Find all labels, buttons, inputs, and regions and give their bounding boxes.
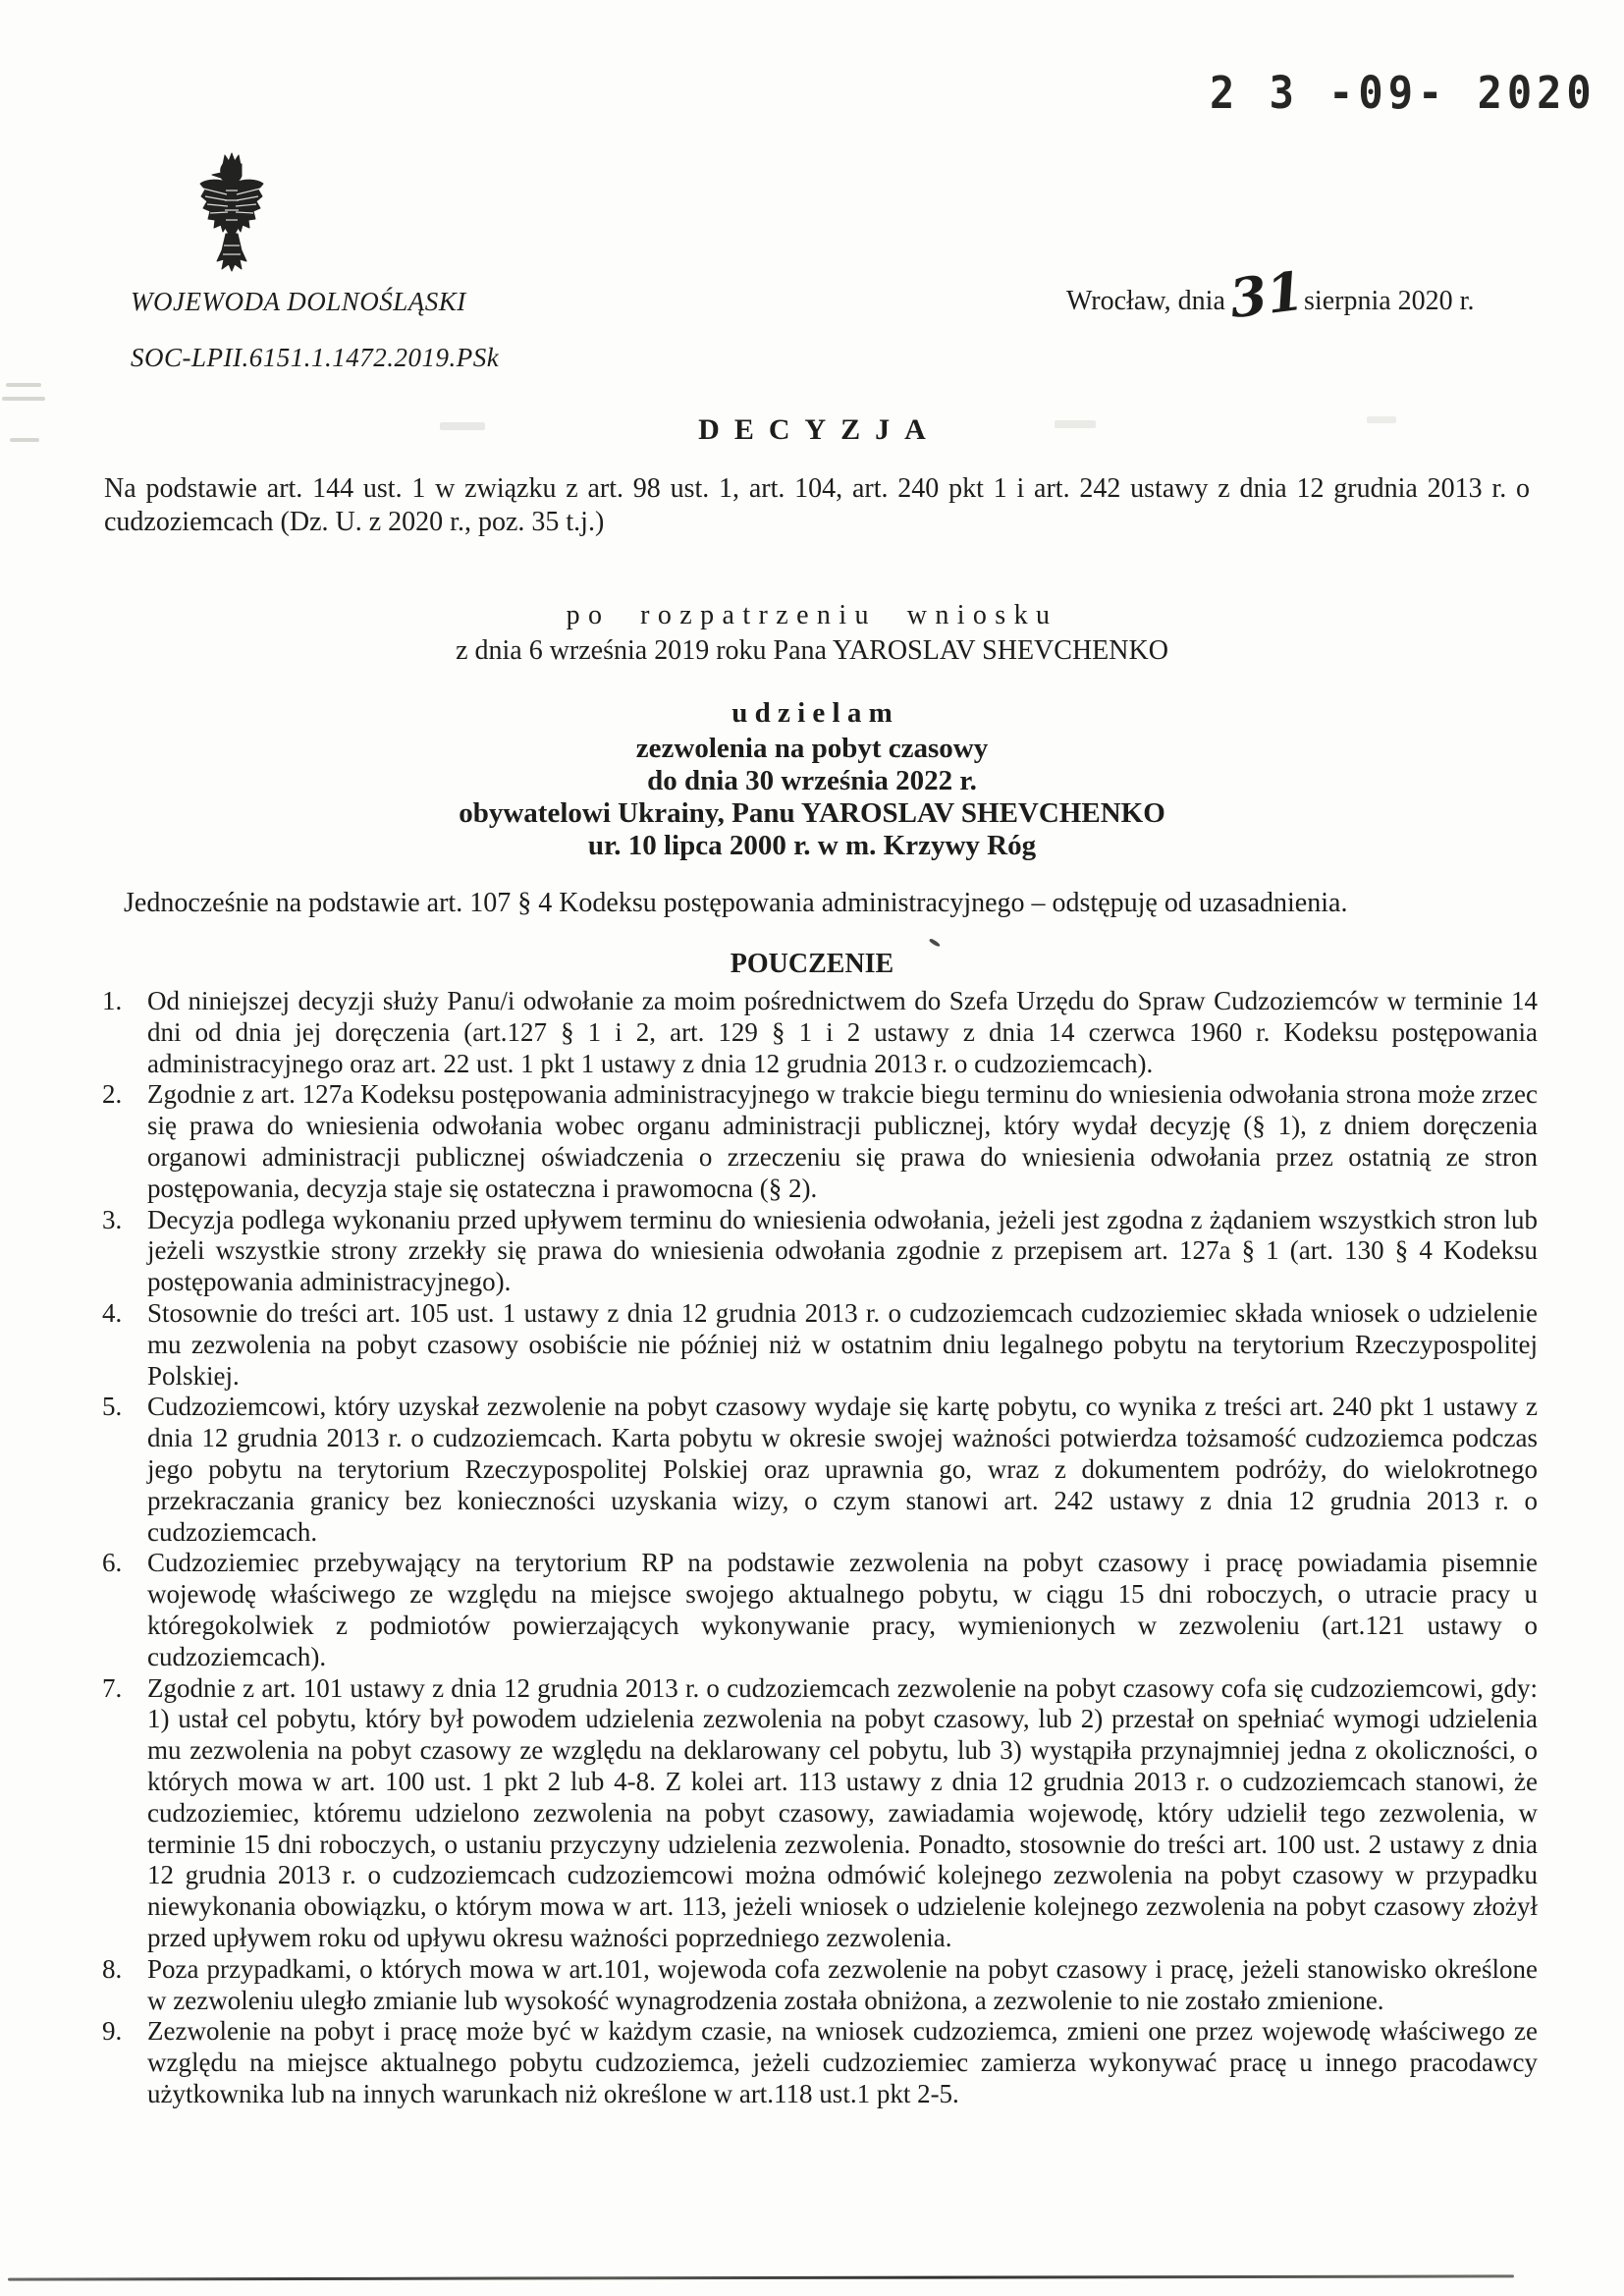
instruction-text: Zezwolenie na pobyt i pracę może być w każdym czasie, na wniosek cudzoziemca, zmieni one przez wojewodę właściwego ze względu na miejsce aktualnego pobytu cudzoziemca, jeżeli cudzoziemiec zamierza wykonywać pracę u innego pracodawcy użytkownika lub na innych warunkach niż określone w art.118 ust.1 pkt 2-5. xyxy=(147,2016,1538,2108)
instruction-item xyxy=(102,1548,1538,1672)
instruction-text: Cudzoziemcowi, który uzyskał zezwolenie na pobyt czasowy wydaje się kartę pobytu, co wynika z treści art. 240 pkt 1 ustawy z dnia 12 grudnia 2013 r. o cudzoziemcach. Karta pobytu w okresie swojej ważności potwierdza tożsamość cudzoziemca podczas jego pobytu na terytorium Rzeczypospolitej Polskiej oraz uprawnia go, wraz z dokumentem podróży, do wielokrotnego przekraczania granicy bez konieczności uzyskania wizy, o czym stanowi art. 242 ustawy z dnia 12 grudnia 2013 r. o cudzoziemcach. xyxy=(147,1392,1538,1547)
instruction-item xyxy=(102,1673,1538,1954)
instruction-text: Cudzoziemiec przebywający na terytorium RP na podstawie zezwolenia na pobyt czasowy i pracę powiadamia pisemnie wojewodę właściwego ze względu na miejsce swojego aktualnego pobytu, w ciągu 15 dni roboczych, o utracie pracy u któregokolwiek z podmiotów powierzających wykonywanie pracy, wymienionych w zezwoleniu (art.121 ustawy o cudzoziemcach). xyxy=(147,1548,1538,1671)
instruction-item xyxy=(102,1079,1538,1204)
instruction-item xyxy=(102,1954,1538,2017)
scan-artifact xyxy=(2,397,45,401)
instruction-number: 6. xyxy=(102,1548,123,1578)
instruction-item xyxy=(102,986,1538,1079)
instruction-text: Zgodnie z art. 127a Kodeksu postępowania administracyjnego w trakcie biegu terminu do wniesienia odwołania strona może zrzec się prawa do wniesienia odwołania wobec organu administracji publicznej, który wydał decyzję (§ 1), z dniem doręczenia organowi administracji publicznej oświadczenia o zrzeczeniu się prawa do wniesienia odwołania przez ostatnią ze stron postępowania, decyzja staje się ostateczna i prawomocna (§ 2). xyxy=(147,1079,1538,1203)
instruction-item xyxy=(102,1298,1538,1392)
instruction-text: Stosownie do treści art. 105 ust. 1 ustawy z dnia 12 grudnia 2013 r. o cudzoziemcach cudzoziemiec składa wniosek o udzielenie mu zezwolenia na pobyt czasowy osobiście nie później niż w ostatnim dniu legalnego pobytu na terytorium Rzeczypospolitej Polskiej. xyxy=(147,1297,1538,1391)
page-bottom-scan-edge xyxy=(8,2274,1514,2280)
decision-verb: udzielam xyxy=(731,697,900,729)
place-date-prefix: Wrocław, dnia xyxy=(1066,286,1225,316)
instruction-number: 7. xyxy=(102,1672,123,1703)
instructions-list xyxy=(102,986,1538,2110)
instruction-text: Decyzja podlega wykonaniu przed upływem terminu do wniesienia odwołania, jeżeli jest zgodna z żądaniem wszystkich stron lub jeżeli wszystkie strony zrzekły się prawa do wniesienia odwołania zgodnie z przepisem art. 127a § 1 (art. 130 § 4 Kodeksu postępowania administracyjnego). xyxy=(147,1204,1538,1297)
scan-artifact xyxy=(6,383,41,387)
instruction-number: 2. xyxy=(102,1079,123,1110)
decision-line: obywatelowi Ukrainy, Panu YAROSLAV SHEVCHENKO xyxy=(459,797,1165,829)
decision-line: zezwolenia na pobyt czasowy xyxy=(635,733,989,764)
case-number: SOC-LPII.6151.1.1472.2019.PSk xyxy=(131,343,500,372)
preamble-line-2: z dnia 6 września 2019 roku Pana YAROSLAV SHEVCHENKO xyxy=(456,635,1168,666)
place-date-line xyxy=(1066,258,1475,331)
instruction-number: 8. xyxy=(102,1953,123,1984)
scan-artifact xyxy=(1367,416,1396,423)
scan-artifact xyxy=(10,438,39,442)
decision-line: do dnia 30 września 2022 r. xyxy=(647,765,977,796)
scan-artifact xyxy=(1055,420,1096,428)
instruction-item xyxy=(102,1392,1538,1548)
document-title: DECYZJA xyxy=(698,413,941,446)
instruction-text: Od niniejszej decyzji służy Panu/i odwołanie za moim pośrednictwem do Szefa Urzędu do Spraw Cudzoziemców w terminie 14 dni od dnia jej doręczenia (art.127 § 1 i 2, art. 129 § 1 i 2 ustawy z dnia 14 czerwca 1960 r. Kodeksu postępowania administracyjnego oraz art. 22 ust. 1 pkt 1 ustawy z dnia 12 grudnia 2013 r. o cudzoziemcach). xyxy=(147,986,1538,1078)
instruction-number: 5. xyxy=(102,1392,123,1422)
instruction-text: Poza przypadkami, o których mowa w art.101, wojewoda cofa zezwolenie na pobyt czasowy i pracę, jeżeli stanowisko określone w zezwoleniu uległo zmianie lub wysokość wynagrodzenia została obniżona, a zezwolenie to nie zostało zmienione. xyxy=(147,1953,1538,2015)
instructions-title: POUCZENIE xyxy=(730,949,894,979)
preamble-line-1: po rozpatrzeniu wniosku xyxy=(566,600,1058,630)
instruction-number: 9. xyxy=(102,2016,123,2047)
authority-name: WOJEWODA DOLNOŚLĄSKI xyxy=(131,287,466,316)
scan-artifact xyxy=(440,422,485,430)
instruction-text: Zgodnie z art. 101 ustawy z dnia 12 grudnia 2013 r. o cudzoziemcach zezwolenie na pobyt czasowy cofa się cudzoziemcowi, gdy: 1) ustał cel pobytu, który był powodem udzielenia zezwolenia na pobyt czasowy, lub 2) przestał on spełniać wymogi udzielenia mu zezwolenia na pobyt czasowy ze względu na deklarowany cel pobytu, lub 3) wystąpiła przynajmniej jedna z okoliczności, o których mowa w art. 100 ust. 1 pkt 2 lub 4-8. Z kolei art. 113 ustawy z dnia 12 grudnia 2013 r. o cudzoziemcach stanowi, że cudzoziemiec, któremu udzielono zezwolenia na pobyt czasowy, zawiadamia wojewodę, który udzielił tego zezwolenia, w terminie 15 dni roboczych, o ustaniu przyczyny udzielenia zezwolenia. Ponadto, stosownie do treści art. 100 ust. 2 ustawy z dnia 12 grudnia 2013 r. o cudzoziemcach cudzoziemcowi można odmówić kolejnego zezwolenia na pobyt czasowy w przypadku niewykonania obowiązku, o którym mowa w art. 113, jeżeli wniosek o udzielenie kolejnego zezwolenia na pobyt czasowy złożył przed upływem roku od upływu okresu ważności poprzedniego zezwolenia. xyxy=(147,1672,1538,1952)
justification-waiver: Jednocześnie na podstawie art. 107 § 4 Kodeksu postępowania administracyjnego – odstępuję od uzasadnienia. xyxy=(124,888,1348,918)
instruction-number: 4. xyxy=(102,1297,123,1328)
instruction-item xyxy=(102,1205,1538,1298)
polish-eagle-emblem xyxy=(197,151,266,279)
handwritten-day: 31 xyxy=(1225,258,1308,331)
instruction-number: 3. xyxy=(102,1204,123,1234)
received-date-stamp: 2 3 -09- 2020 xyxy=(1210,67,1597,119)
legal-basis-paragraph: Na podstawie art. 144 ust. 1 w związku z art. 98 ust. 1, art. 104, art. 240 pkt 1 i art. 242 ustawy z dnia 12 grudnia 2013 r. o cudzoziemcach (Dz. U. z 2020 r., poz. 35 t.j.) xyxy=(104,473,1530,537)
instruction-number: 1. xyxy=(102,986,123,1015)
instruction-item xyxy=(102,2016,1538,2109)
place-date-suffix: sierpnia 2020 r. xyxy=(1304,286,1475,316)
decision-line: ur. 10 lipca 2000 r. w m. Krzywy Róg xyxy=(587,830,1037,861)
scan-artifact xyxy=(929,938,941,948)
